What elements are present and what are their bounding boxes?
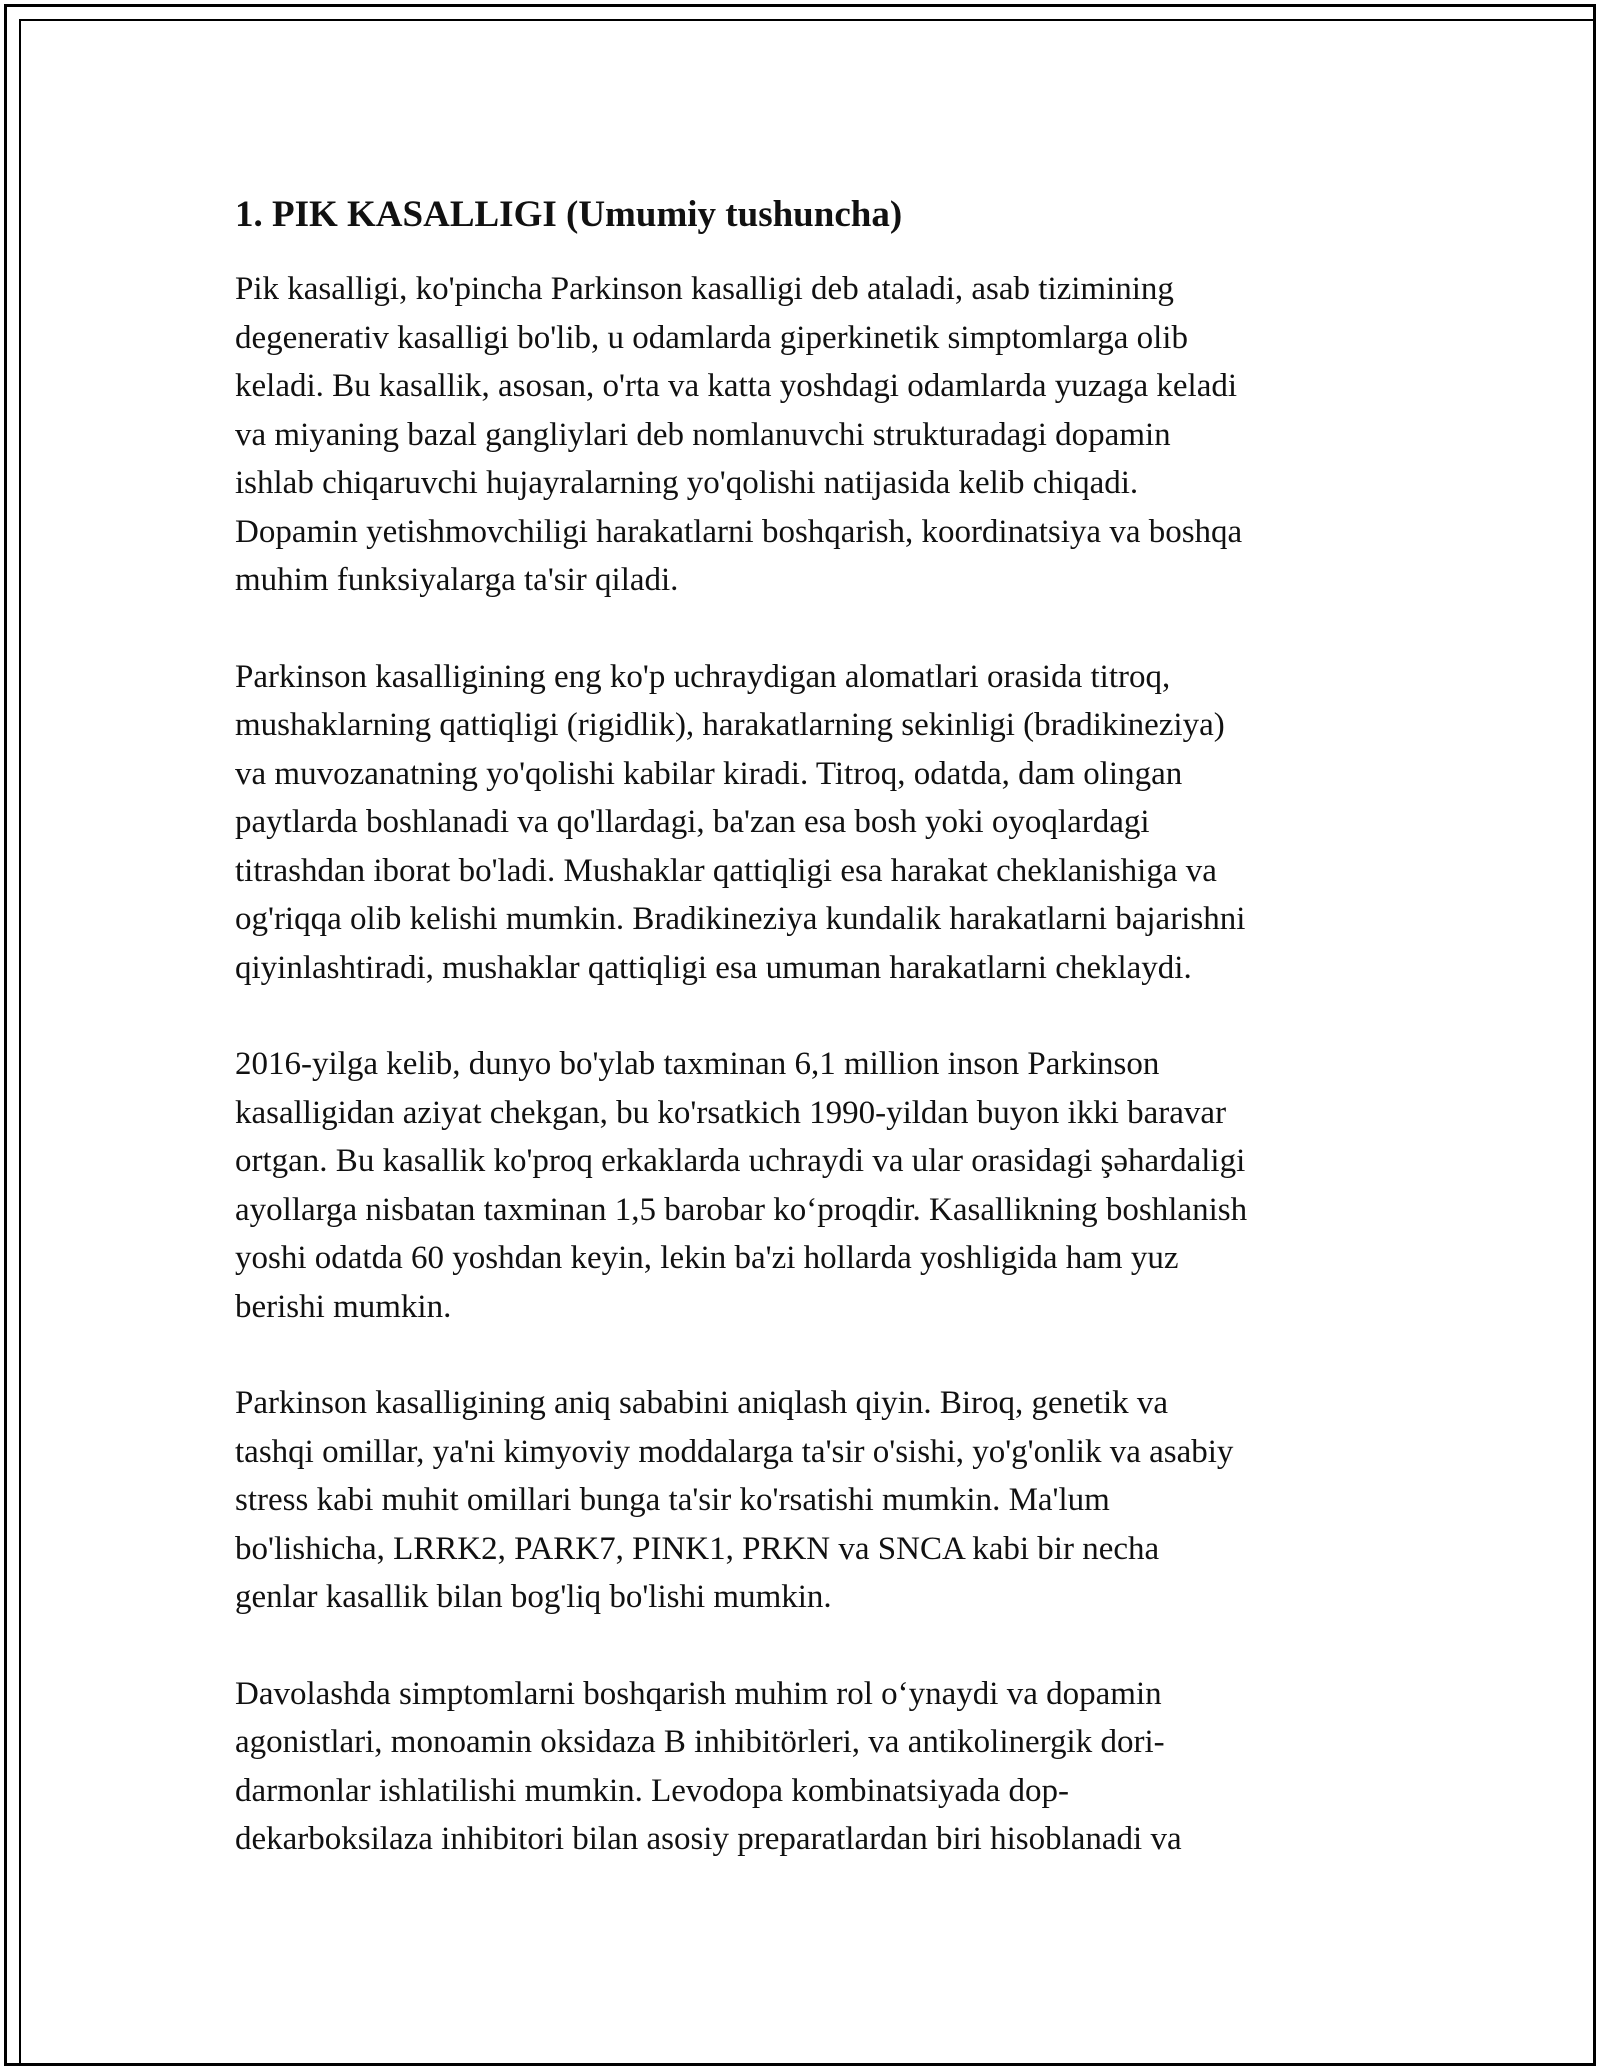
text-line: Pik kasalligi, ko'pincha Parkinson kasalligi deb ataladi, asab tizimining [235,271,1174,307]
text-line: va muvozanatning yo'qolishi kabilar kiradi. Titroq, odatda, dam olingan [235,755,1183,792]
text-line: darmonlar ishlatilishi mumkin. Levodopa kombinatsiyada dop- [235,1772,1070,1809]
text-line: ayollarga nisbatan taxminan 1,5 barobar koʻproqdir. Kasallikning boshlanish [235,1191,1248,1228]
text-line: va miyaning bazal gangliylari deb nomlanuvchi strukturadagi dopamin [235,416,1171,453]
paragraph-symptoms [235,653,1375,993]
text-line: kasalligidan aziyat chekgan, bu ko'rsatkich 1990-yildan buyon ikki baravar [235,1094,1227,1131]
text-line: yoshi odatda 60 yoshdan keyin, lekin ba'zi hollarda yoshligida ham yuz [235,1240,1179,1276]
text-line: tashqi omillar, ya'ni kimyoviy moddalarga ta'sir o'sishi, yo'g'onlik va asabiy [235,1433,1234,1470]
text-line: paytlarda boshlanadi va qo'llardagi, ba'zan esa bosh yoki oyoqlardagi [235,804,1150,840]
text-line: degenerativ kasalligi bo'lib, u odamlarda giperkinetik simptomlarga olib [235,319,1188,356]
document-title: 1. PIK KASALLIGI (Umumiy tushuncha) [235,194,903,235]
paragraph-epidemiology [235,1040,1375,1331]
text-line: mushaklarning qattiqligi (rigidlik), harakatlarning sekinligi (bradikineziya) [235,707,1225,743]
paragraph-definition [235,265,1375,605]
text-line: Parkinson kasalligining eng ko'p uchraydigan alomatlari orasida titroq, [235,658,1171,695]
text-line: Dopamin yetishmovchiligi harakatlarni boshqarish, koordinatsiya va boshqa [235,513,1243,550]
text-line: muhim funksiyalarga ta'sir qiladi. [235,562,679,598]
text-line: ortgan. Bu kasallik ko'proq erkaklarda uchraydi va ular orasidagi şəhardaligi [235,1143,1246,1179]
text-line: og'riqqa olib kelishi mumkin. Bradikineziya kundalik harakatlarni bajarishni [235,901,1246,937]
text-line: titrashdan iborat bo'ladi. Mushaklar qattiqligi esa harakat cheklanishiga va [235,852,1217,889]
text-line: Davolashda simptomlarni boshqarish muhim rol oʻynaydi va dopamin [235,1675,1162,1712]
text-line: ishlab chiqaruvchi hujayralarning yo'qolishi natijasida kelib chiqadi. [235,465,1139,501]
text-line: bo'lishicha, LRRK2, PARK7, PINK1, PRKN va SNCA kabi bir necha [235,1530,1160,1567]
text-line: 2016-yilga kelib, dunyo bo'ylab taxminan 6,1 million inson Parkinson [235,1046,1160,1082]
text-line: keladi. Bu kasallik, asosan, o'rta va katta yoshdagi odamlarda yuzaga keladi [235,368,1238,404]
text-line: berishi mumkin. [235,1288,452,1325]
document-body [235,188,1375,1912]
text-line: dekarboksilaza inhibitori bilan asosiy preparatlardan biri hisoblanadi va [235,1821,1182,1857]
paragraph-causes [235,1379,1375,1622]
text-line: qiyinlashtiradi, mushaklar qattiqligi esa umuman harakatlarni cheklaydi. [235,949,1192,986]
text-line: agonistlari, monoamin oksidaza B inhibitörleri, va antikolinergik dori- [235,1724,1165,1760]
text-line: Parkinson kasalligining aniq sababini aniqlash qiyin. Biroq, genetik va [235,1385,1169,1421]
text-line: stress kabi muhit omillari bunga ta'sir ko'rsatishi mumkin. Ma'lum [235,1482,1110,1518]
text-line: genlar kasallik bilan bog'liq bo'lishi mumkin. [235,1579,832,1615]
paragraph-treatment [235,1670,1375,1864]
